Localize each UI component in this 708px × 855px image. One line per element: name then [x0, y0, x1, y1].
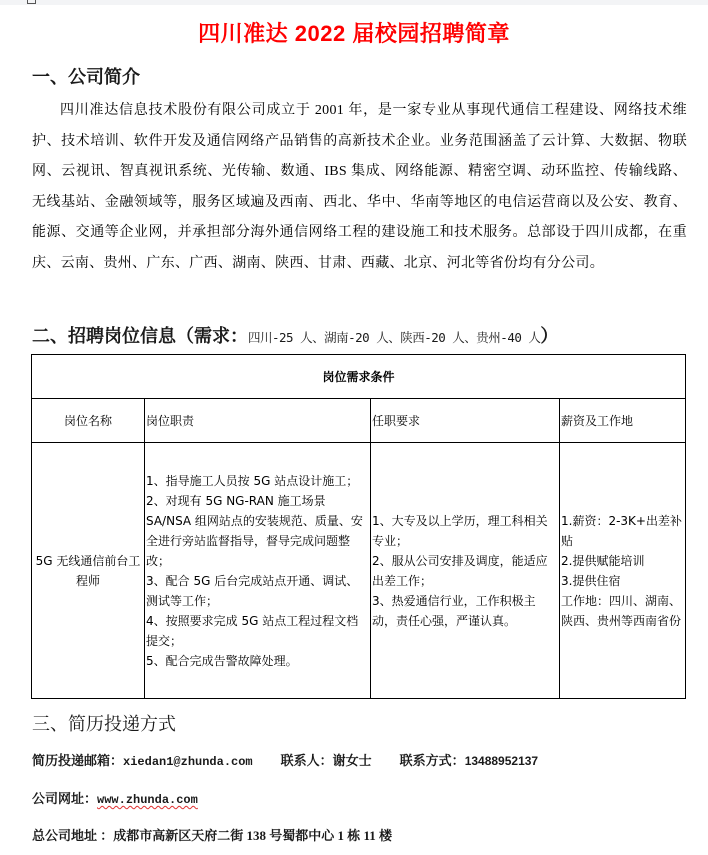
positions-heading-close: ）	[540, 326, 559, 346]
address-label: 总公司地址 ：	[32, 828, 114, 843]
column-header-position: 岗位名称	[32, 399, 145, 443]
column-header-duties: 岗位职责	[145, 399, 371, 443]
address-text: 成都市高新区天府二街 138 号蜀都中心 1 栋 11 楼	[113, 828, 393, 843]
email-link[interactable]: xiedan1@zhunda.com	[123, 755, 253, 769]
website-line	[32, 788, 198, 807]
table-caption: 岗位需求条件	[32, 355, 686, 399]
duty-item: 4、按照要求完成 5G 站点工程过程文档提交；	[146, 613, 359, 648]
contact-name: 谢女士	[332, 753, 372, 768]
company-intro-paragraph: 四川准达信息技术股份有限公司成立于 2001 年，是一家专业从事现代通信工程建设、网络技术维护、技术培训、软件开发及通信网络产品销售的高新技术企业。业务范围涵盖了云计算、大数据、物联网、云视讯、智真视讯系统、光传输、数通、IBS 集成、网络能源、精密空调、动环监控、传输线路、无线基站、金融领域等，服务区域遍及西南、西北、华中、华南等地区的电信运营商以及公安、教育、能源、交通等企业网，并承担部分海外通信网络工程的建设施工和技术服务。总部设于四川成都，在重庆、云南、贵州、广东、广西、湖南、陕西、甘肃、西藏、北京、河北等省份均有分公司。	[32, 103, 687, 271]
demand-text: 四川-25 人、湖南-20 人、陕西-20 人、贵州-40 人	[248, 330, 541, 345]
column-header-requirements: 任职要求	[371, 399, 560, 443]
salary-item: 3.提供住宿	[561, 573, 621, 588]
contact-line	[32, 750, 538, 769]
positions-table	[31, 354, 686, 699]
section-heading-positions	[32, 322, 558, 348]
email-label: 简历投递邮箱：	[32, 753, 124, 768]
website-label: 公司网址：	[32, 791, 98, 806]
table-caption-row	[32, 355, 686, 399]
duty-item: 1、指导施工人员按 5G 站点设计施工；	[146, 473, 359, 488]
table-row	[32, 443, 686, 699]
salary-item: 1.薪资：2-3K+出差补贴	[561, 513, 682, 548]
salary-item: 2.提供赋能培训	[561, 553, 645, 568]
duty-item: 5、配合完成告警故障处理。	[146, 653, 298, 668]
phone-number: 13488952137	[464, 754, 539, 768]
requirements-cell	[371, 443, 560, 699]
contact-label: 联系人：	[280, 753, 333, 768]
duties-cell	[145, 443, 371, 699]
section-heading-company: 一、公司简介	[32, 67, 140, 87]
page-title: 四川准达 2022 届校园招聘简章	[198, 21, 510, 46]
window-top-strip	[0, 0, 708, 5]
duty-item: 2、对现有 5G NG-RAN 施工场景 SA/NSA 组网站点的安装规范、质量、安全进行旁站监督指导，督导完成问题整改；	[146, 493, 363, 568]
requirement-item: 1、大专及以上学历，理工科相关专业；	[372, 513, 548, 548]
duty-item: 3、配合 5G 后台完成站点开通、调试、测试等工作；	[146, 573, 359, 608]
section-heading-apply: 三、简历投递方式	[32, 714, 176, 734]
website-link[interactable]: www.zhunda.com	[97, 793, 198, 807]
address-line	[32, 825, 392, 844]
requirement-item: 2、服从公司安排及调度，能适应出差工作；	[372, 553, 548, 588]
requirement-item: 3、热爱通信行业，工作积极主动，责任心强，严谨认真。	[372, 593, 536, 628]
positions-heading-text: 二、招聘岗位信息（需求：	[32, 326, 248, 346]
salary-item: 工作地：四川、湖南、陕西、贵州等西南省份	[561, 593, 682, 628]
salary-location-cell	[560, 443, 686, 699]
position-name: 5G 无线通信前台工程师	[32, 443, 145, 699]
column-header-salary: 薪资及工作地	[560, 399, 686, 443]
document-icon	[27, 0, 36, 4]
phone-label: 联系方式：	[399, 753, 465, 768]
table-header-row	[32, 399, 686, 443]
